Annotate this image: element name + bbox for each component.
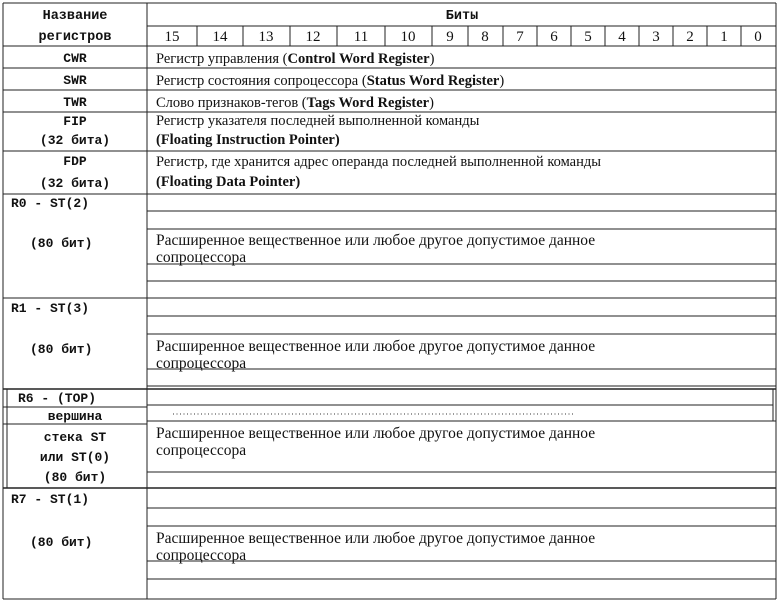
register-name-twr: TWR (63, 95, 87, 110)
bit-11: 11 (353, 29, 369, 45)
header-name-line2: регистров (38, 30, 112, 45)
register-name-r6: R6 - (TOP) (18, 391, 97, 406)
bit-3: 3 (652, 29, 660, 45)
register-name-fip: FIP (63, 114, 87, 129)
register-size-r0: (80 бит) (30, 236, 93, 251)
register-name-r7: R7 - ST(1) (11, 492, 90, 507)
register-size-r6: (80 бит) (43, 470, 107, 485)
bit-7: 7 (516, 29, 524, 45)
register-size-r1: (80 бит) (30, 342, 93, 357)
register-desc-r7-line2: сопроцессора (156, 547, 247, 564)
register-size-r7: (80 бит) (30, 535, 93, 550)
register-desc-r6-line2: сопроцессора (156, 442, 247, 459)
bit-1: 1 (720, 29, 728, 45)
bit-0: 0 (754, 29, 762, 45)
register-desc-r0-line2: сопроцессора (156, 249, 247, 266)
bit-5: 5 (584, 29, 592, 45)
bit-6: 6 (550, 29, 558, 45)
register-name-cwr: CWR (63, 51, 87, 66)
register-desc-twr: Слово признаков-тегов (Tags Word Register) (156, 95, 434, 111)
header-name-line1: Название (42, 9, 108, 24)
register-desc-fdp-en: (Floating Data Pointer) (156, 174, 301, 190)
register-desc-r7-line1: Расширенное вещественное или любое другое допустимое данное (156, 530, 596, 547)
register-r6-top-label: вершина (47, 409, 103, 424)
register-size-fip: (32 бита) (39, 133, 111, 148)
register-name-swr: SWR (63, 73, 87, 88)
bit-9: 9 (446, 29, 454, 45)
bit-12: 12 (305, 29, 321, 45)
bit-10: 10 (400, 29, 416, 45)
bit-2: 2 (686, 29, 694, 45)
header-bits-title: Биты (445, 9, 479, 24)
bit-4: 4 (618, 29, 626, 45)
bit-8: 8 (481, 29, 489, 45)
register-name-r1: R1 - ST(3) (11, 301, 90, 316)
bit-14: 14 (212, 29, 228, 45)
register-desc-r6-line1: Расширенное вещественное или любое другое допустимое данное (156, 425, 596, 442)
register-desc-r1-line1: Расширенное вещественное или любое другое допустимое данное (156, 338, 596, 355)
register-desc-fip-en: (Floating Instruction Pointer) (156, 132, 340, 148)
bit-13: 13 (258, 29, 274, 45)
register-name-fdp: FDP (63, 154, 87, 169)
bit-15: 15 (164, 29, 180, 45)
register-r6-stack-label: стека ST (43, 430, 107, 445)
register-size-fdp: (32 бита) (39, 176, 111, 191)
register-r6-st0-label: или ST(0) (39, 450, 111, 465)
register-desc-r0-line1: Расширенное вещественное или любое другое допустимое данное (156, 232, 596, 249)
register-desc-fip: Регистр указателя последней выполненной команды (156, 113, 480, 129)
register-name-r0: R0 - ST(2) (11, 196, 90, 211)
register-desc-fdp: Регистр, где хранится адрес операнда последней выполненной команды (156, 154, 601, 170)
register-desc-swr: Регистр состояния сопроцессора (Status Word Register) (156, 73, 505, 89)
table-grid (3, 3, 776, 599)
register-desc-cwr: Регистр управления (Control Word Register) (156, 51, 435, 67)
register-desc-r1-line2: сопроцессора (156, 355, 247, 372)
